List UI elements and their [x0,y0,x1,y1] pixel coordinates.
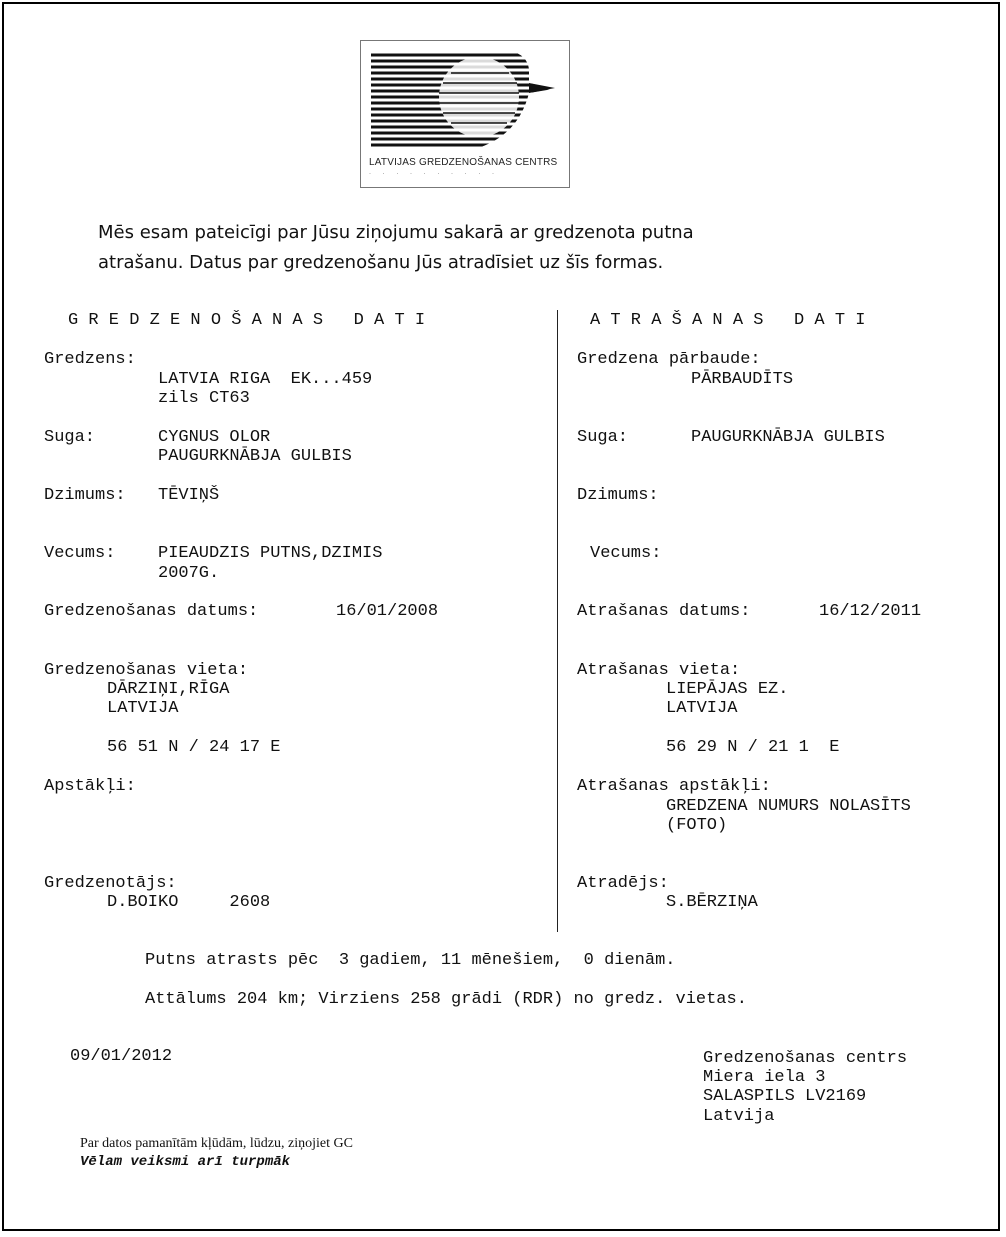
age-year-value: 2007G. [158,564,220,583]
intro-text [98,218,858,278]
recovery-circumstances-note: (FOTO) [666,816,728,835]
column-divider [557,310,558,932]
recovery-data-header: A T R A Š A N A S D A T I [590,311,866,330]
recovery-place-value: LIEPĀJAS EZ. [666,680,789,699]
logo-address-line: · · · · · · · · · · [369,171,499,177]
ringer-value: D.BOIKO 2608 [107,893,271,912]
good-luck-note: Vēlam veiksmi arī turpmāk [80,1154,291,1170]
recovery-sex-label: Dzimums: [577,486,659,505]
sex-label: Dzimums: [44,486,126,505]
address-line-4: Latvija [703,1107,775,1126]
issue-date: 09/01/2012 [70,1047,173,1066]
recovery-coordinates: 56 29 N / 21 1 E [666,738,840,757]
recovery-place-label: Atrašanas vieta: [577,661,741,680]
ringing-centre-logo [360,40,570,188]
recovery-circumstances-label: Atrašanas apstākļi: [577,777,771,796]
recovery-circumstances-value: GREDZENA NUMURS NOLASĪTS [666,797,911,816]
address-line-2: Miera iela 3 [703,1068,826,1087]
distance-direction: Attālums 204 km; Virziens 258 grādi (RDR) no gredz. vietas. [145,990,747,1009]
ringer-label: Gredzenotājs: [44,874,177,893]
ringing-country-value: LATVIJA [107,699,179,718]
bird-logo-icon [361,43,569,155]
address-line-1: Gredzenošanas centrs [703,1049,908,1068]
recovery-species-label: Suga: [577,428,629,447]
ringing-place-label: Gredzenošanas vieta: [44,661,249,680]
ringing-data-header: G R E D Z E N O Š A N A S D A T I [68,311,426,330]
intro-line-1: Mēs esam pateicīgi par Jūsu ziņojumu sakarā ar gredzenota putna [98,222,694,243]
ringing-coordinates: 56 51 N / 24 17 E [107,738,281,757]
elapsed-time: Putns atrasts pēc 3 gadiem, 11 mēnešiem, 0 dienām. [145,951,676,970]
ringing-date-label: Gredzenošanas datums: [44,602,259,621]
species-latin-value: CYGNUS OLOR [158,428,271,447]
finder-label: Atradējs: [577,874,669,893]
species-local-value: PAUGURKNĀBJA GULBIS [158,447,352,466]
ring-value: LATVIA RIGA EK...459 [158,370,373,389]
recovery-date-value: 16/12/2011 [819,602,922,621]
recovery-species-value: PAUGURKNĀBJA GULBIS [691,428,885,447]
ringing-date-value: 16/01/2008 [336,602,439,621]
recovery-age-label: Vecums: [590,544,662,563]
species-label: Suga: [44,428,96,447]
ring-colour-value: zils CT63 [158,389,250,408]
recovery-country-value: LATVIJA [666,699,738,718]
finder-value: S.BĒRZIŅA [666,893,758,912]
recovery-date-label: Atrašanas datums: [577,602,751,621]
age-label: Vecums: [44,544,116,563]
ring-label: Gredzens: [44,350,136,369]
circumstances-label: Apstākļi: [44,777,136,796]
logo-org-name: LATVIJAS GREDZENOŠANAS CENTRS [369,157,558,168]
age-value: PIEAUDZIS PUTNS,DZIMIS [158,544,383,563]
sex-value: TĒVIŅŠ [158,486,220,505]
intro-line-2: atrašanu. Datus par gredzenošanu Jūs atradīsiet uz šīs formas. [98,252,664,273]
ring-check-value: PĀRBAUDĪTS [691,370,794,389]
address-line-3: SALASPILS LV2169 [703,1087,867,1106]
ring-check-label: Gredzena pārbaude: [577,350,761,369]
error-report-note: Par datos pamanītām kļūdām, lūdzu, ziņojiet GC [80,1136,353,1151]
ringing-place-value: DĀRZIŅI,RĪGA [107,680,230,699]
